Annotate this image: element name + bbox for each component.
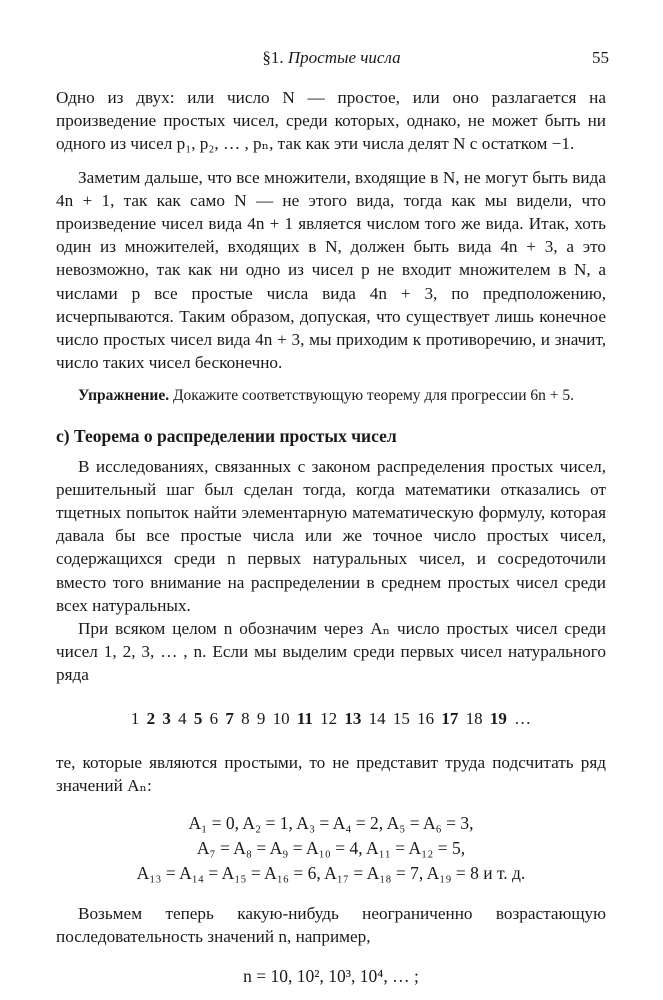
section-heading: с) Теорема о распределении простых чисел bbox=[56, 425, 397, 446]
natural-number-sequence bbox=[56, 709, 606, 729]
section-mark: §1. bbox=[262, 48, 284, 67]
paragraph-4: При всяком целом n обозначим через Aₙ число простых чисел среди чисел 1, 2, 3, … , n. Если мы выделим среди первых чисел натурального ряда bbox=[56, 619, 606, 685]
paragraph-1: Одно из двух: или число N — простое, или оно разлагается на произведение простых чисел, среди которых, однако, не может быть ни одного из чисел p₁, p₂, … , pₙ, так как эти числа делят N с остатком −1. bbox=[56, 88, 606, 154]
paragraph-2: Заметим дальше, что все множители, входящие в N, не могут быть вида 4n + 1, так как само N — не этого вида, тогда как мы видели, что произведение чисел вида 4n + 1 является числом того же вида. Итак, хоть один из множителей, входящих в N, должен быть вида 4n + 3, а это невозможно, так как ни одно из чисел p не входит множителем в N, а числами p все простые числа вида 4n + 3, по предположению, исчерпываются. Таким образом, допуская, что существует лишь конечное число простых чисел вида 4n + 3, мы приходим к противоречию, и значит, число таких чисел бесконечно. bbox=[56, 167, 606, 373]
exercise-label: Упражнение. bbox=[78, 387, 170, 405]
prime-number: 3 bbox=[162, 708, 171, 728]
paragraph-5: те, которые являются простыми, то не представит труда подсчитать ряд значений Aₙ: bbox=[56, 752, 606, 795]
sequence-number: 18 bbox=[465, 708, 483, 728]
exercise-text: Докажите соответствующую теорему для прогрессии 6n + 5. bbox=[172, 387, 575, 405]
prime-number: 19 bbox=[489, 708, 507, 728]
sequence-number: 6 bbox=[209, 708, 219, 728]
sequence-number: 1 bbox=[130, 708, 140, 728]
paragraph-6: Возьмем теперь какую-нибудь неограниченно возрастающую последовательность значений n, например, bbox=[56, 904, 606, 947]
sequence-number: 9 bbox=[256, 708, 266, 728]
sequence-number: 8 bbox=[241, 708, 250, 728]
sequence-number: 12 bbox=[320, 708, 338, 728]
prime-number: 11 bbox=[296, 708, 313, 728]
equation-line-4: n = 10, 10², 10³, 10⁴, … ; bbox=[243, 966, 419, 987]
header-title: Простые числа bbox=[287, 48, 401, 67]
equation-block bbox=[56, 811, 606, 886]
paragraph-3: В исследованиях, связанных с законом распределения простых чисел, решительный шаг был сделан тогда, когда математики отказались от тщетных попыток найти элементарную математическую формулу, которая давала бы все простые числа или же точное число простых чисел, содержащихся среди n первых натуральных чисел, и сосредоточили вместо того внимание на распределении в среднем простых чисел среди всех натуральных. bbox=[56, 456, 606, 615]
equation-line-1: A₁ = 0, A₂ = 1, A₃ = A₄ = 2, A₅ = A₆ = 3, bbox=[188, 813, 474, 834]
running-header bbox=[0, 48, 663, 68]
sequence-number: 10 bbox=[272, 708, 290, 728]
page-number: 55 bbox=[592, 48, 609, 67]
sequence-ellipsis: … bbox=[514, 708, 532, 728]
prime-number: 13 bbox=[344, 708, 362, 728]
prime-number: 2 bbox=[146, 708, 156, 728]
prime-number: 5 bbox=[193, 708, 203, 728]
exercise bbox=[56, 384, 606, 407]
prime-number: 7 bbox=[225, 708, 234, 728]
page-body bbox=[56, 86, 606, 987]
sequence-number: 4 bbox=[178, 708, 187, 728]
sequence-number: 15 bbox=[392, 708, 410, 728]
prime-number: 17 bbox=[441, 708, 459, 728]
equation-line-2: A₇ = A₈ = A₉ = A₁₀ = 4, A₁₁ = A₁₂ = 5, bbox=[196, 838, 466, 859]
sequence-number: 16 bbox=[417, 708, 435, 728]
sequence-number: 14 bbox=[368, 708, 386, 728]
equation-line-3: A₁₃ = A₁₄ = A₁₅ = A₁₆ = 6, A₁₇ = A₁₈ = 7, A₁₉ = 8 и т. д. bbox=[136, 863, 526, 884]
